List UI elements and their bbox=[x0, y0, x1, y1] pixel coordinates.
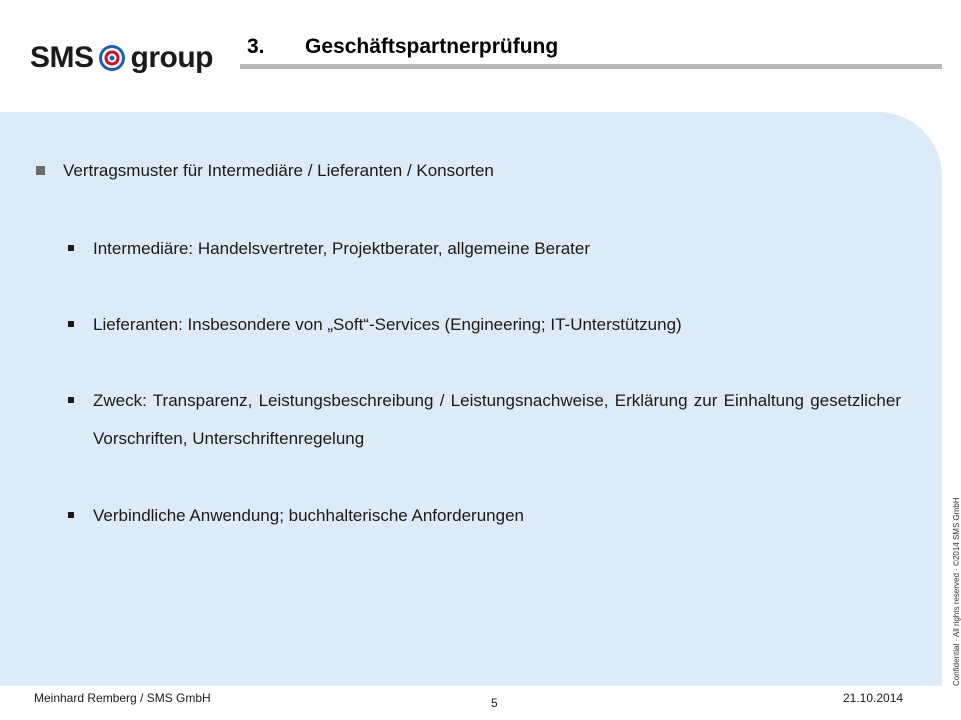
section-number: 3. bbox=[247, 35, 265, 58]
logo-emblem-icon bbox=[97, 43, 127, 73]
sms-group-logo bbox=[30, 40, 213, 76]
square-bullet-icon bbox=[68, 512, 74, 518]
section-title: Geschäftspartnerprüfung bbox=[305, 35, 559, 58]
slide-title bbox=[247, 35, 558, 59]
square-bullet-icon bbox=[68, 397, 74, 403]
logo-text-group: group bbox=[130, 41, 213, 74]
confidential-note: Confidential · All rights reserved · ©2014 SMS GmbH bbox=[952, 497, 961, 686]
sub-bullet-purpose: Zweck: Transparenz, Leistungsbeschreibung / Leistungsnachweise, Erklärung zur Einhaltung gesetzlicher Vorschriften, Unterschriftenregelung bbox=[93, 391, 901, 448]
page-number: 5 bbox=[491, 696, 498, 710]
footer-author: Meinhard Remberg / SMS GmbH bbox=[34, 691, 211, 705]
sub-bullet-binding-use: Verbindliche Anwendung; buchhalterische Anforderungen bbox=[93, 506, 524, 525]
logo-text-sms: SMS bbox=[30, 41, 94, 74]
title-underline bbox=[240, 64, 942, 69]
sub-bullet-suppliers: Lieferanten: Insbesondere von „Soft“-Services (Engineering; IT-Unterstützung) bbox=[93, 315, 682, 334]
footer-date: 21.10.2014 bbox=[843, 691, 904, 705]
square-bullet-icon bbox=[68, 321, 74, 327]
square-bullet-icon bbox=[68, 245, 74, 251]
square-bullet-icon bbox=[36, 166, 45, 175]
sub-bullet-intermediaries: Intermediäre: Handelsvertreter, Projektberater, allgemeine Berater bbox=[93, 239, 591, 258]
main-bullet-text: Vertragsmuster für Intermediäre / Lieferanten / Konsorten bbox=[63, 161, 494, 180]
